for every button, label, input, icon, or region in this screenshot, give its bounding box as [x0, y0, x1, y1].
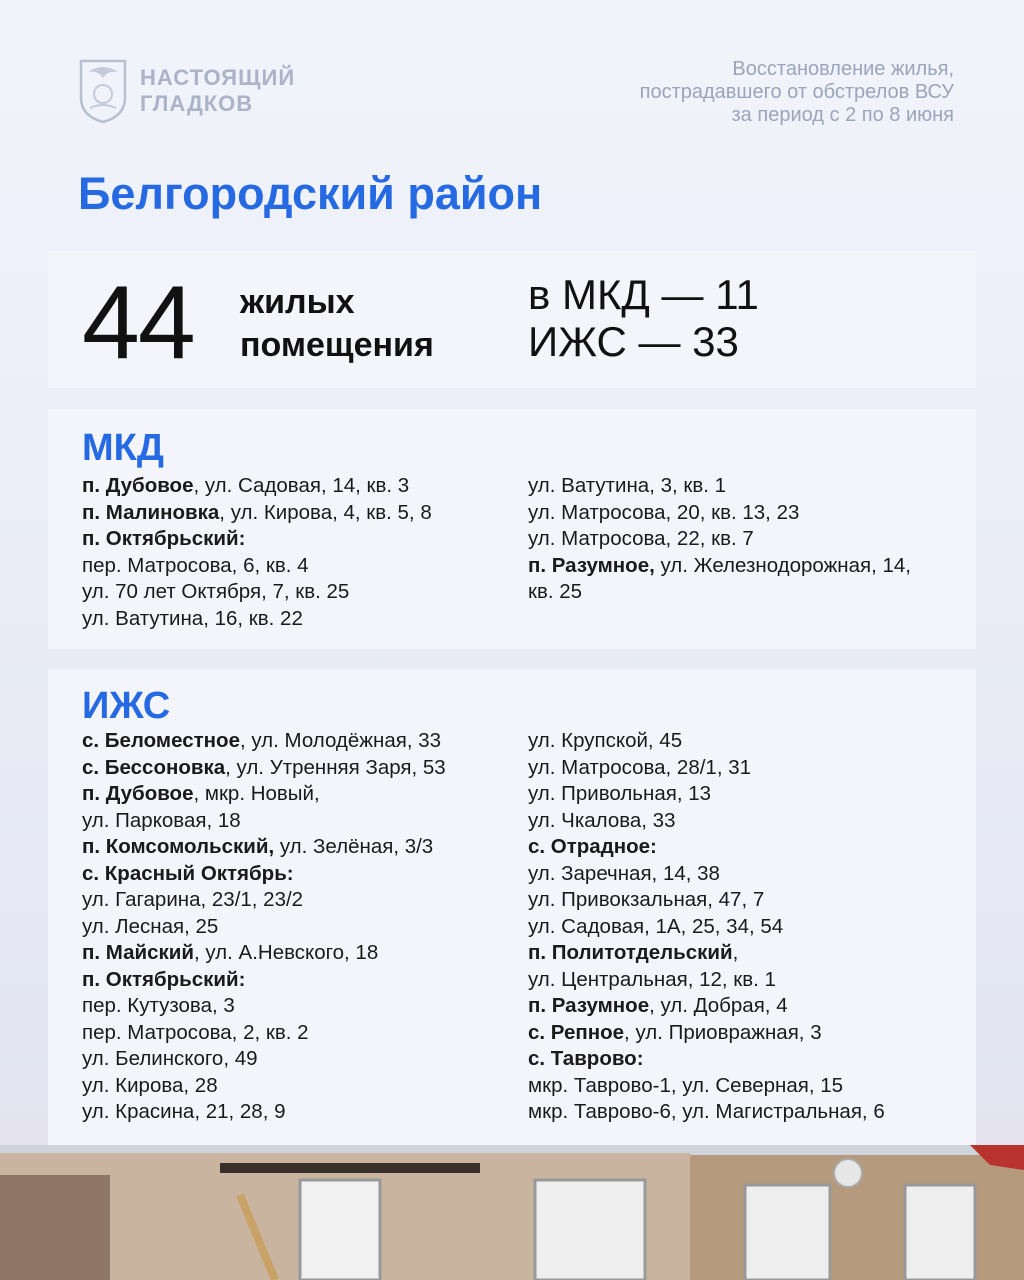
brand-logo [78, 58, 295, 124]
address-text: ул. Красина, 21, 28, 9 [82, 1100, 286, 1123]
address-text: ул. Ватутина, 3, кв. 1 [528, 474, 727, 497]
address-text: ул. 70 лет Октября, 7, кв. 25 [82, 580, 350, 603]
address-text: ул. Матросова, 22, кв. 7 [528, 527, 754, 550]
settlement-name: п. Политотдельский [528, 941, 733, 964]
settlement-name: с. Бессоновка [82, 755, 226, 779]
address-row [528, 834, 885, 861]
split-izhs: ИЖС — 33 [528, 318, 739, 365]
stats-panel [48, 251, 976, 388]
house-photo-image [0, 1145, 1024, 1280]
address-row [82, 500, 432, 527]
address-row [528, 728, 885, 755]
address-row [528, 579, 911, 606]
address-row [82, 553, 432, 580]
address-text: ул. Заречная, 14, 38 [528, 861, 720, 885]
page-title: Белгородский район [78, 168, 543, 219]
address-row [82, 1020, 446, 1047]
address-text: ул. Гагарина, 23/1, 23/2 [82, 888, 304, 911]
total-label-line-2: помещения [240, 326, 434, 364]
subtitle-line: за период с 2 по 8 июня [731, 104, 954, 126]
address-row [82, 579, 432, 606]
address-row [528, 1046, 885, 1073]
address-text: ул. Кирова, 28 [82, 1073, 218, 1097]
address-text: , ул. Утренняя Заря, 53 [225, 755, 446, 779]
total-label-line-1: жилых [240, 283, 355, 321]
address-row [82, 526, 432, 553]
subtitle-line: пострадавшего от обстрелов ВСУ [639, 81, 954, 103]
mkd-left-list [82, 473, 432, 632]
address-row [82, 993, 446, 1020]
izhs-left-list [82, 728, 446, 1126]
address-text: ул. Садовая, 1А, 25, 34, 54 [528, 914, 784, 938]
settlement-name: с. Таврово: [528, 1047, 644, 1070]
address-text: пер. Кутузова, 3 [82, 994, 235, 1017]
address-row [82, 473, 432, 500]
address-row [528, 526, 911, 553]
address-text: мкр. Таврово-6, ул. Магистральная, 6 [528, 1100, 885, 1123]
address-row [82, 728, 446, 755]
address-text: , ул. Приовражная, 3 [624, 1020, 822, 1044]
address-row [528, 1099, 885, 1126]
address-row [82, 834, 446, 861]
address-text: , ул. Садовая, 14, кв. 3 [193, 474, 410, 497]
address-text: ул. Крупской, 45 [528, 729, 683, 752]
address-row [82, 967, 446, 994]
address-row [528, 1073, 885, 1100]
address-row [82, 940, 446, 967]
address-row [82, 914, 446, 941]
settlement-name: п. Дубовое [82, 782, 194, 805]
address-row [528, 887, 885, 914]
address-row [528, 914, 885, 941]
address-row [528, 993, 885, 1020]
address-row [82, 755, 446, 782]
address-text: , мкр. Новый, [193, 782, 320, 805]
address-row [82, 861, 446, 888]
address-row [528, 500, 911, 527]
address-text: кв. 25 [528, 580, 583, 603]
total-count: 44 [82, 265, 194, 381]
mkd-right-list [528, 473, 911, 606]
settlement-name: п. Октябрьский: [82, 527, 246, 550]
settlement-name: с. Отрадное: [528, 835, 657, 858]
address-text: ул. Центральная, 12, кв. 1 [528, 967, 776, 991]
header-subtitle [640, 58, 954, 127]
address-row [528, 940, 885, 967]
brand-name [140, 65, 295, 117]
address-text: ул. Чкалова, 33 [528, 808, 676, 832]
address-text: ул. Привольная, 13 [528, 782, 712, 805]
address-row [82, 887, 446, 914]
address-row [82, 606, 432, 633]
settlement-name: п. Малиновка [82, 500, 220, 524]
address-text: пер. Матросова, 6, кв. 4 [82, 553, 309, 577]
house-photo [0, 1145, 1024, 1280]
type-split [528, 271, 759, 365]
address-text: , ул. Кирова, 4, кв. 5, 8 [219, 500, 432, 524]
address-row [528, 553, 911, 580]
izhs-panel [48, 669, 976, 1145]
address-text: пер. Матросова, 2, кв. 2 [82, 1020, 309, 1044]
mkd-panel [48, 409, 976, 649]
subtitle-line: Восстановление жилья, [732, 58, 954, 80]
settlement-name: п. Разумное, [528, 553, 655, 577]
settlement-name: с. Репное [528, 1020, 625, 1044]
address-row [528, 473, 911, 500]
address-text: мкр. Таврово-1, ул. Северная, 15 [528, 1073, 844, 1097]
settlement-name: п. Разумное [528, 994, 650, 1017]
address-text: , [732, 941, 739, 964]
split-mkd: в МКД — 11 [528, 271, 759, 318]
address-row [82, 808, 446, 835]
address-row [528, 967, 885, 994]
brand-line-2: ГЛАДКОВ [140, 91, 254, 116]
address-row [528, 861, 885, 888]
address-text: , ул. А.Невского, 18 [193, 941, 379, 964]
mkd-title: МКД [82, 427, 164, 469]
brand-line-1: НАСТОЯЩИЙ [140, 65, 296, 90]
address-row [528, 781, 885, 808]
address-text: ул. Парковая, 18 [82, 808, 241, 832]
address-text: ул. Белинского, 49 [82, 1047, 258, 1070]
address-row [528, 755, 885, 782]
address-row [82, 1073, 446, 1100]
address-text: , ул. Добрая, 4 [649, 994, 788, 1017]
address-text: ул. Зелёная, 3/3 [274, 835, 434, 858]
total-label [240, 281, 434, 367]
address-text: ул. Лесная, 25 [82, 914, 219, 938]
address-row [82, 1099, 446, 1126]
address-text: ул. Матросова, 28/1, 31 [528, 755, 752, 779]
address-text: ул. Привокзальная, 47, 7 [528, 888, 765, 911]
settlement-name: с. Беломестное [82, 729, 240, 752]
settlement-name: п. Майский [82, 941, 194, 964]
settlement-name: п. Дубовое [82, 474, 194, 497]
izhs-right-list [528, 728, 885, 1126]
settlement-name: п. Комсомольский, [82, 835, 275, 858]
address-text: , ул. Молодёжная, 33 [239, 729, 442, 752]
address-text: ул. Матросова, 20, кв. 13, 23 [528, 500, 800, 524]
address-text: ул. Железнодорожная, 14, [654, 553, 912, 577]
address-row [528, 1020, 885, 1047]
address-text: ул. Ватутина, 16, кв. 22 [82, 606, 303, 630]
settlement-name: п. Октябрьский: [82, 967, 246, 991]
address-row [82, 1046, 446, 1073]
address-row [82, 781, 446, 808]
izhs-title: ИЖС [82, 685, 171, 727]
address-row [528, 808, 885, 835]
settlement-name: с. Красный Октябрь: [82, 861, 294, 885]
coat-of-arms-icon [78, 58, 128, 124]
